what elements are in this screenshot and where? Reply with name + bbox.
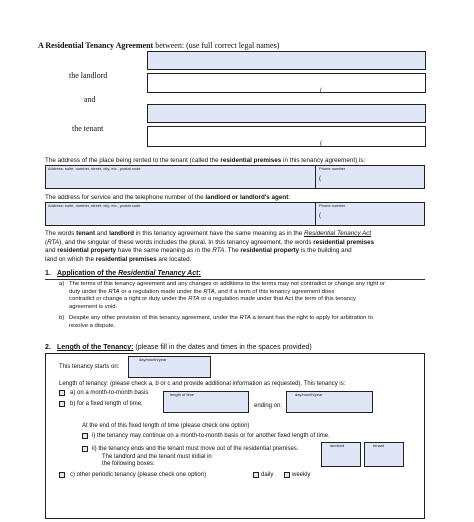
length-intro: Length of tenancy: (please check a, b or c and provide additional information as requested). This tenancy is: <box>59 381 346 387</box>
section-1-a-letter: a) <box>59 281 65 287</box>
service-divider <box>315 203 316 225</box>
tenant-address-field[interactable] <box>147 126 426 147</box>
service-text: The address for service and the telephone number of the landlord or landlord's agent: <box>45 194 291 201</box>
fixed-length-hint: length of time <box>170 392 195 397</box>
section-1-rule <box>45 279 425 280</box>
option-c-checkbox[interactable] <box>59 472 65 478</box>
tenant-phone-paren: ( <box>320 141 322 147</box>
landlord-name-field[interactable] <box>147 51 426 70</box>
service-phone-paren: ( <box>319 213 321 219</box>
and-label: and <box>84 95 96 104</box>
tenant-name-field[interactable] <box>147 104 426 123</box>
start-date-field[interactable] <box>128 356 211 378</box>
definitions-line-3: and residential property have the same meaning as in the RTA. The residential property is the building and <box>45 247 352 254</box>
landlord-phone-paren: ( <box>320 88 322 94</box>
option-a-checkbox[interactable] <box>59 390 65 396</box>
section-1-b-letter: b) <box>59 315 65 322</box>
option-c-label: c) other periodic tenancy (please check one option) <box>70 472 207 478</box>
service-address-hint: Address: suite, number, street, city, etc., postal code <box>48 203 141 208</box>
option-b-label: b) for a fixed length of time, <box>70 401 143 407</box>
end-date-field[interactable] <box>286 391 373 413</box>
definitions-line-2: (RTA), and the singular of these words includes the plural. In this tenancy agreement, the words residential premises <box>45 238 375 246</box>
weekly-checkbox[interactable] <box>284 472 290 478</box>
section-1-body: a) The terms of this tenancy agreement and any changes or additions to the terms may not contradict or change any right or duty under the RTA or a regulation made under the RTA, and if a term of this tenancy agreement does contradict or change a right or duty under the RTA or a regulation made under that Act the term of this tenancy agreement is void. b) Despite any other provision of this tenancy agreement, under the RTA a tenant has the right to apply for arbitration to resolve a dispute. <box>59 281 385 329</box>
tenant-initial-hint: tenant <box>373 443 385 448</box>
landlord-initial-field[interactable] <box>321 442 361 467</box>
section-1-title: 1. Application of the Residential Tenancy Act: <box>45 270 201 277</box>
fixed-length-field[interactable] <box>163 391 249 413</box>
daily-label: daily <box>261 472 274 478</box>
option-b-checkbox[interactable] <box>59 401 65 407</box>
option-a-label: a) on a month-to-month basis <box>70 390 149 396</box>
section-2-title: 2. Length of the Tenancy: (please fill in the dates and times in the spaces provided) <box>45 344 312 351</box>
service-phone-hint: Phone number <box>319 203 346 208</box>
fixed-end-intro: At the end of this fixed length of time (please check one option) <box>82 423 250 429</box>
premises-divider <box>315 166 316 188</box>
ending-on-label: ending on: <box>254 403 283 409</box>
service-box <box>45 202 425 226</box>
starts-on-label: This tenancy starts on: <box>59 364 120 370</box>
option-i-label: i) the tenancy may continue on a month-to-month basis or for another fixed length of time. <box>92 433 330 439</box>
option-ii-label: ii) the tenancy ends and the tenant must move out of the residential premises. The landlord and the tenant must initial in the following boxes: <box>92 446 299 468</box>
definitions-line-4: land on which the residential premises are located. <box>45 255 192 263</box>
tenant-label: the tenant <box>72 124 104 133</box>
end-date-hint: day/month/year <box>295 392 323 397</box>
option-ii-checkbox[interactable] <box>82 446 88 452</box>
landlord-label: the landlord <box>69 71 108 80</box>
definitions-paragraph <box>45 230 435 264</box>
premises-phone-paren: ( <box>319 176 321 182</box>
premises-phone-hint: Phone number <box>319 166 346 171</box>
premises-address-field[interactable] <box>48 172 313 187</box>
agreement-title: A Residential Tenancy Agreement between: (use full correct legal names) <box>38 41 280 50</box>
option-i-checkbox[interactable] <box>82 433 88 439</box>
service-address-field[interactable] <box>48 209 313 224</box>
landlord-initial-hint: landlord <box>330 443 345 448</box>
premises-address-hint: Address: suite, number, street, city, etc., postal code <box>48 166 141 171</box>
start-date-hint: day/month/year <box>139 357 167 362</box>
weekly-label: weekly <box>292 472 311 478</box>
definitions-line-1: The words tenant and landlord in this tenancy agreement have the same meaning as in the Residential Tenancy Act <box>45 230 372 237</box>
landlord-address-field[interactable] <box>147 73 426 93</box>
premises-text: The address of the place being rented to the tenant (called the residential premises in this tenancy agreement) is: <box>45 157 366 164</box>
premises-box <box>45 165 425 189</box>
tenant-initial-field[interactable] <box>364 442 404 467</box>
daily-checkbox[interactable] <box>253 472 259 478</box>
